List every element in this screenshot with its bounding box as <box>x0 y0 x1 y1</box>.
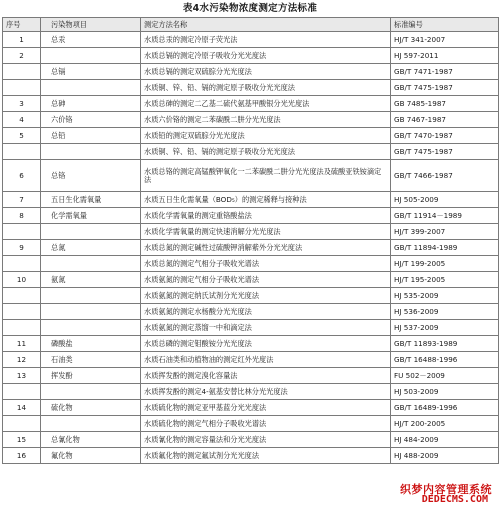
cell-no <box>3 304 41 320</box>
cell-no: 16 <box>3 448 41 464</box>
cell-no <box>3 64 41 80</box>
header-code: 标准编号 <box>391 18 499 32</box>
cell-item: 氟化物 <box>41 448 141 464</box>
table-row <box>3 64 499 80</box>
cell-method: 水质氨氮的测定气相分子吸收光谱法 <box>141 272 391 288</box>
cell-no <box>3 320 41 336</box>
cell-item: 化学需氧量 <box>41 208 141 224</box>
cell-no: 6 <box>3 160 41 192</box>
cell-method: 水质总磷的测定钼酸铵分光光度法 <box>141 336 391 352</box>
cell-item: 总砷 <box>41 96 141 112</box>
table-row <box>3 416 499 432</box>
cell-code: HJ 537-2009 <box>391 320 499 336</box>
cell-item: 总铅 <box>41 128 141 144</box>
cell-method: 水质总汞的测定冷原子荧光法 <box>141 32 391 48</box>
cell-no <box>3 384 41 400</box>
cell-code: GB/T 16489-1996 <box>391 400 499 416</box>
cell-method: 水质总镉的测定冷原子吸收分光光度法 <box>141 48 391 64</box>
cell-no <box>3 416 41 432</box>
cell-code: GB/T 7475-1987 <box>391 80 499 96</box>
cell-no: 4 <box>3 112 41 128</box>
header-method: 测定方法名称 <box>141 18 391 32</box>
cell-method: 水质五日生化需氧量（BOD₅）的测定稀释与接种法 <box>141 192 391 208</box>
cell-no <box>3 144 41 160</box>
cell-method: 水质总氮的测定气相分子吸收光谱法 <box>141 256 391 272</box>
cell-method: 水质氰化物的测定容量法和分光光度法 <box>141 432 391 448</box>
cell-item: 总铬 <box>41 160 141 192</box>
cell-item: 挥发酚 <box>41 368 141 384</box>
cell-method: 水质硫化物的测定气相分子吸收光谱法 <box>141 416 391 432</box>
cell-no: 8 <box>3 208 41 224</box>
header-item: 污染物项目 <box>41 18 141 32</box>
cell-no: 7 <box>3 192 41 208</box>
cell-code: FU 502－2009 <box>391 368 499 384</box>
watermark-logo <box>378 481 498 507</box>
cell-item <box>41 224 141 240</box>
cell-no <box>3 224 41 240</box>
cell-code: HJ 536-2009 <box>391 304 499 320</box>
cell-no: 13 <box>3 368 41 384</box>
table-row <box>3 336 499 352</box>
standards-table <box>2 17 499 464</box>
table-row <box>3 448 499 464</box>
cell-item <box>41 256 141 272</box>
cell-code: GB/T 7471-1987 <box>391 64 499 80</box>
cell-method: 水质总镉的测定双硫腙分光光度法 <box>141 64 391 80</box>
cell-no <box>3 80 41 96</box>
cell-item: 磷酸盐 <box>41 336 141 352</box>
table-row <box>3 208 499 224</box>
table-row <box>3 240 499 256</box>
cell-no <box>3 256 41 272</box>
cell-item <box>41 416 141 432</box>
cell-no: 2 <box>3 48 41 64</box>
cell-method: 水质氨氮的测定蒸馏一中和滴定法 <box>141 320 391 336</box>
cell-method: 水质铜、锌、铅、镉的测定原子吸收分光光度法 <box>141 80 391 96</box>
cell-item <box>41 320 141 336</box>
cell-item <box>41 304 141 320</box>
table-row <box>3 80 499 96</box>
cell-code: HJ 597-2011 <box>391 48 499 64</box>
table-row <box>3 160 499 192</box>
cell-item: 总镉 <box>41 64 141 80</box>
cell-no: 14 <box>3 400 41 416</box>
table-row <box>3 32 499 48</box>
cell-code: HJ 488-2009 <box>391 448 499 464</box>
table-row <box>3 96 499 112</box>
cell-code: HJ 535-2009 <box>391 288 499 304</box>
cell-no: 11 <box>3 336 41 352</box>
table-row <box>3 352 499 368</box>
cell-no: 5 <box>3 128 41 144</box>
cell-code: GB/T 11893-1989 <box>391 336 499 352</box>
cell-method: 水质石油类和动植物油的测定红外光度法 <box>141 352 391 368</box>
table-row <box>3 256 499 272</box>
cell-method: 水质挥发酚的测定4-氨基安替比林分光光度法 <box>141 384 391 400</box>
cell-code: GB 7467-1987 <box>391 112 499 128</box>
cell-code: GB/T 7475-1987 <box>391 144 499 160</box>
cell-no <box>3 288 41 304</box>
table-row <box>3 272 499 288</box>
cell-code: HJ/T 200-2005 <box>391 416 499 432</box>
cell-code: GB/T 16488-1996 <box>391 352 499 368</box>
cell-code: HJ 484-2009 <box>391 432 499 448</box>
table-body <box>3 32 499 464</box>
watermark-text-en: DEDECMS.COM <box>421 494 488 505</box>
cell-item: 硫化物 <box>41 400 141 416</box>
cell-code: GB/T 7466-1987 <box>391 160 499 192</box>
cell-code: HJ 503-2009 <box>391 384 499 400</box>
table-row <box>3 400 499 416</box>
cell-code: GB/T 11914－1989 <box>391 208 499 224</box>
cell-method: 水质氨氮的测定水杨酸分光光度法 <box>141 304 391 320</box>
cell-item <box>41 48 141 64</box>
table-row <box>3 224 499 240</box>
header-no: 序号 <box>3 18 41 32</box>
cell-method: 水质总铬的测定高锰酸钾氧化一二苯碳酰二肼分光光度法及硫酸亚铁铵滴定法 <box>141 160 391 192</box>
cell-no: 3 <box>3 96 41 112</box>
cell-item: 总汞 <box>41 32 141 48</box>
cell-method: 水质六价铬的测定二苯碳酰二肼分光光度法 <box>141 112 391 128</box>
table-row <box>3 144 499 160</box>
cell-no: 12 <box>3 352 41 368</box>
cell-item: 总氮 <box>41 240 141 256</box>
cell-item: 五日生化需氧量 <box>41 192 141 208</box>
table-title: 表4水污染物浓度测定方法标准 <box>182 3 318 14</box>
cell-item <box>41 288 141 304</box>
cell-method: 水质铜、锌、铅、镉的测定原子吸收分光光度法 <box>141 144 391 160</box>
cell-code: GB 7485-1987 <box>391 96 499 112</box>
table-header-row <box>3 18 499 32</box>
cell-item <box>41 384 141 400</box>
cell-code: HJ 505-2009 <box>391 192 499 208</box>
cell-item: 总氰化物 <box>41 432 141 448</box>
cell-no: 10 <box>3 272 41 288</box>
table-row <box>3 320 499 336</box>
cell-method: 水质硫化物的测定亚甲基蓝分光光度法 <box>141 400 391 416</box>
cell-method: 水质化学需氧量的测定重铬酸盐法 <box>141 208 391 224</box>
cell-method: 水质氨氮的测定纳氏试剂分光光度法 <box>141 288 391 304</box>
table-row <box>3 48 499 64</box>
cell-method: 水质化学需氧量的测定快速消解分光光度法 <box>141 224 391 240</box>
cell-code: HJ/T 399-2007 <box>391 224 499 240</box>
table-row <box>3 368 499 384</box>
cell-item: 氨氮 <box>41 272 141 288</box>
cell-method: 水质氟化物的测定氟试剂分光光度法 <box>141 448 391 464</box>
cell-method: 水质挥发酚的测定溴化容量法 <box>141 368 391 384</box>
table-row <box>3 384 499 400</box>
cell-method: 水质总氮的测定碱性过硫酸钾消解紫外分光光度法 <box>141 240 391 256</box>
cell-code: HJ/T 195-2005 <box>391 272 499 288</box>
cell-code: GB/T 11894-1989 <box>391 240 499 256</box>
cell-method: 水质总砷的测定二乙基二硫代氨基甲酸银分光光度法 <box>141 96 391 112</box>
cell-item: 六价铬 <box>41 112 141 128</box>
table-row <box>3 432 499 448</box>
cell-no: 9 <box>3 240 41 256</box>
table-row <box>3 288 499 304</box>
table-row <box>3 112 499 128</box>
table-row <box>3 128 499 144</box>
cell-no: 1 <box>3 32 41 48</box>
cell-item: 石油类 <box>41 352 141 368</box>
cell-method: 水质铅的测定双硫腙分光光度法 <box>141 128 391 144</box>
cell-item <box>41 80 141 96</box>
table-row <box>3 304 499 320</box>
cell-code: HJ/T 341-2007 <box>391 32 499 48</box>
cell-code: HJ/T 199-2005 <box>391 256 499 272</box>
watermark-text-cn: 织梦内容管理系统 <box>400 483 492 496</box>
cell-no: 15 <box>3 432 41 448</box>
cell-item <box>41 144 141 160</box>
cell-code: GB/T 7470-1987 <box>391 128 499 144</box>
table-row <box>3 192 499 208</box>
